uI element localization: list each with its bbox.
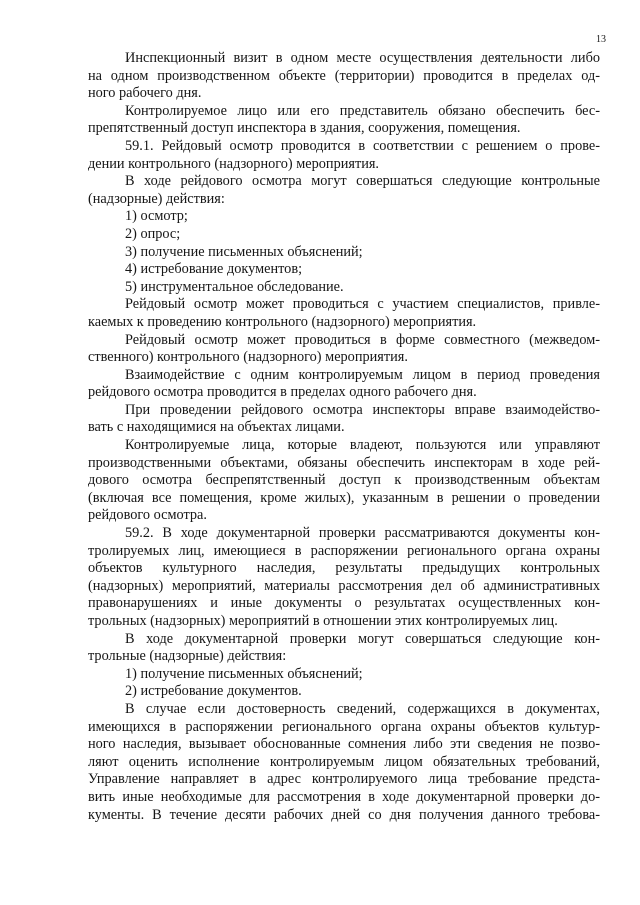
- paragraph: [88, 296, 600, 331]
- list-item: 5) инструментальное обследование.: [125, 278, 344, 295]
- text-line: кументы. В течение десяти рабочих дней со дня получения данного требова-: [88, 806, 600, 823]
- text-line: (надзорных) мероприятий, материалы рассмотрения дел об административных: [88, 577, 600, 594]
- text-line: ного рабочего дня.: [88, 85, 202, 102]
- text-line: вить иные необходимые для рассмотрения в ходе документарной проверки до-: [88, 788, 600, 805]
- text-line: имеющихся в распоряжении регионального органа охраны объектов культур-: [88, 718, 600, 735]
- list-item: 1) осмотр;: [125, 208, 188, 225]
- text-line: Взаимодействие с одним контролируемым лицом в период проведения: [125, 366, 600, 383]
- text-line: (надзорные) действия:: [88, 190, 225, 207]
- paragraph: [88, 367, 600, 402]
- text-line: дении контрольного (надзорного) мероприятия.: [88, 155, 380, 172]
- text-line: При проведении рейдового осмотра инспекторы вправе взаимодейство-: [125, 401, 600, 418]
- document-body: [88, 50, 600, 824]
- paragraph: [88, 50, 600, 103]
- text-line: производственными объектами, обязаны обеспечить инспекторам в ходе рей-: [88, 454, 600, 471]
- paragraph: [88, 138, 600, 173]
- text-line: на одном производственном объекте (территории) проводится в пределах од-: [88, 67, 600, 84]
- text-line: рейдового осмотра.: [88, 507, 207, 524]
- list-item: 1) получение письменных объяснений;: [125, 665, 363, 682]
- text-line: Инспекционный визит в одном месте осуществления деятельности либо: [125, 50, 600, 66]
- list-item: 2) истребование документов.: [125, 683, 302, 700]
- text-line: Управление направляет в адрес контролируемого лица требование предста-: [88, 771, 600, 788]
- text-line: Рейдовый осмотр может проводиться в форме совместного (межведом-: [125, 331, 600, 348]
- text-line: Контролируемое лицо или его представитель обязано обеспечить бес-: [125, 102, 600, 119]
- text-line: Рейдовый осмотр может проводиться с участием специалистов, привле-: [125, 296, 600, 313]
- text-line: (включая все помещения, кроме жилых), указанным в решении о проведении: [88, 489, 600, 506]
- paragraph: [88, 525, 600, 631]
- paragraph: [88, 103, 600, 138]
- text-line: тролируемых лиц, имеющиеся в распоряжении регионального органа охраны: [88, 542, 600, 559]
- text-line: В ходе рейдового осмотра могут совершаться следующие контрольные: [125, 173, 600, 190]
- text-line: дового осмотра беспрепятственный доступ к производственным объектам: [88, 472, 600, 489]
- text-line: рейдового осмотра проводится в пределах одного рабочего дня.: [88, 384, 477, 401]
- text-line: ляют оценить исполнение контролируемым лицом обязательных требований,: [88, 753, 600, 770]
- paragraph: [88, 402, 600, 437]
- text-line: трольные (надзорные) действия:: [88, 648, 287, 665]
- paragraph: [88, 332, 600, 367]
- paragraph: [88, 631, 600, 666]
- text-line: 59.2. В ходе документарной проверки рассматриваются документы кон-: [125, 525, 600, 542]
- text-line: ного наследия, вызывает обоснованные сомнения либо эти сведения не позво-: [88, 736, 600, 753]
- paragraph: [88, 437, 600, 525]
- text-line: каемых к проведению контрольного (надзорного) мероприятия.: [88, 313, 477, 330]
- text-line: объектов культурного наследия, результаты предыдущих контрольных: [88, 560, 600, 577]
- paragraph: [88, 701, 600, 824]
- list-item: 2) опрос;: [125, 225, 181, 242]
- text-line: правонарушениях и иные документы о результатах осуществленных кон-: [88, 595, 600, 612]
- text-line: ственного) контрольного (надзорного) мероприятия.: [88, 349, 408, 366]
- paragraph: [88, 173, 600, 208]
- text-line: трольных (надзорных) мероприятий в отношении этих контролируемых лиц.: [88, 613, 558, 629]
- text-line: 59.1. Рейдовый осмотр проводится в соответствии с решением о прове-: [125, 137, 600, 154]
- list-item: 3) получение письменных объяснений;: [125, 243, 363, 260]
- text-line: вать с находящимися на объектах лицами.: [88, 419, 345, 436]
- text-line: препятственный доступ инспектора в здания, сооружения, помещения.: [88, 120, 521, 137]
- text-line: В случае если достоверность сведений, содержащихся в документах,: [125, 700, 600, 717]
- text-line: В ходе документарной проверки могут совершаться следующие кон-: [125, 630, 600, 647]
- text-line: Контролируемые лица, которые владеют, пользуются или управляют: [125, 437, 600, 454]
- list-item: 4) истребование документов;: [125, 261, 303, 278]
- page-number: 13: [596, 34, 606, 45]
